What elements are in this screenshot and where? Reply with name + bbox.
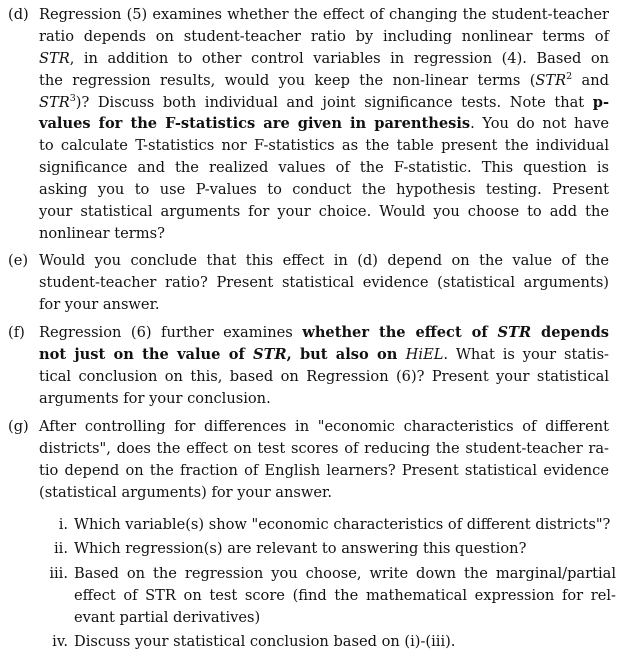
question-text xyxy=(39,416,609,504)
text-line: districts", does the effect on test scores of reducing the student-teacher ra- xyxy=(39,439,609,457)
text-line: to calculate T-statistics nor F-statistics as the table present the individual xyxy=(39,137,609,155)
text-line: (statistical arguments) for your answer. xyxy=(39,483,333,501)
text-line: Would you conclude that this effect in (d) depend on the value of the xyxy=(39,252,609,269)
text-line: significance and the realized values of the F-statistic. This question is xyxy=(39,159,609,177)
text-line: Which regression(s) are relevant to answering this question? xyxy=(74,540,527,557)
question-text xyxy=(39,4,609,245)
text-line: Based on the regression you choose, write down the marginal/partial xyxy=(74,565,616,582)
question-text xyxy=(39,322,609,410)
text-line: arguments for your conclusion. xyxy=(39,389,271,407)
text-line: ratio depends on student-teacher ratio by including nonlinear terms of xyxy=(39,27,609,45)
text-line: Which variable(s) show "economic characteristics of different districts"? xyxy=(74,516,611,533)
text-line: your statistical arguments for your choice. Would you choose to add the xyxy=(39,203,609,221)
subitem-label: ii. xyxy=(54,540,68,557)
text-line: asking you to use P-values to conduct the hypothesis testing. Present xyxy=(39,181,609,199)
text-line: After controlling for differences in "economic characteristics of different xyxy=(39,418,609,435)
text-line: effect of STR on test score (find the mathematical expression for rel- xyxy=(74,586,616,604)
text-line: not just on the value of STR, but also on HiEL. What is your statis- xyxy=(39,345,609,363)
subitem-label: iv. xyxy=(52,633,68,650)
subitem-label: iii. xyxy=(49,565,68,582)
subitem-label: i. xyxy=(58,516,68,533)
text-line: values for the F-statistics are given in parenthesis. You do not have xyxy=(39,115,610,133)
subitem-text xyxy=(74,538,616,560)
subitem-text xyxy=(74,563,616,629)
text-line: STR, in addition to other control variables in regression (4). Based on xyxy=(39,49,609,67)
text-line: STR$^3$)? Discuss both individual and joint significance tests. Note that p- xyxy=(39,92,609,111)
text-line: tio depend on the fraction of English learners? Present statistical evidence xyxy=(39,461,609,479)
text-line: nonlinear terms? xyxy=(39,224,165,242)
question-label: (e) xyxy=(8,252,29,269)
subitem-text xyxy=(74,631,616,653)
text-line: tical conclusion on this, based on Regression (6)? Present your statistical xyxy=(39,367,609,385)
text-line: Discuss your statistical conclusion based on (i)-(iii). xyxy=(74,633,456,650)
subitem-text xyxy=(74,514,616,536)
question-label: (g) xyxy=(8,418,29,435)
question-label: (f) xyxy=(8,324,25,341)
text-line: Regression (6) further examines whether the effect of STR depends xyxy=(39,324,610,341)
text-line: the regression results, would you keep the non-linear terms (STR$^2$ and xyxy=(39,70,609,89)
text-line: Regression (5) examines whether the effect of changing the student-teacher xyxy=(39,6,609,23)
text-line: evant partial derivatives) xyxy=(74,608,261,626)
text-line: student-teacher ratio? Present statistical evidence (statistical arguments) xyxy=(39,273,609,291)
question-text xyxy=(39,250,609,316)
text-line: for your answer. xyxy=(39,295,160,313)
question-label: (d) xyxy=(8,6,29,23)
